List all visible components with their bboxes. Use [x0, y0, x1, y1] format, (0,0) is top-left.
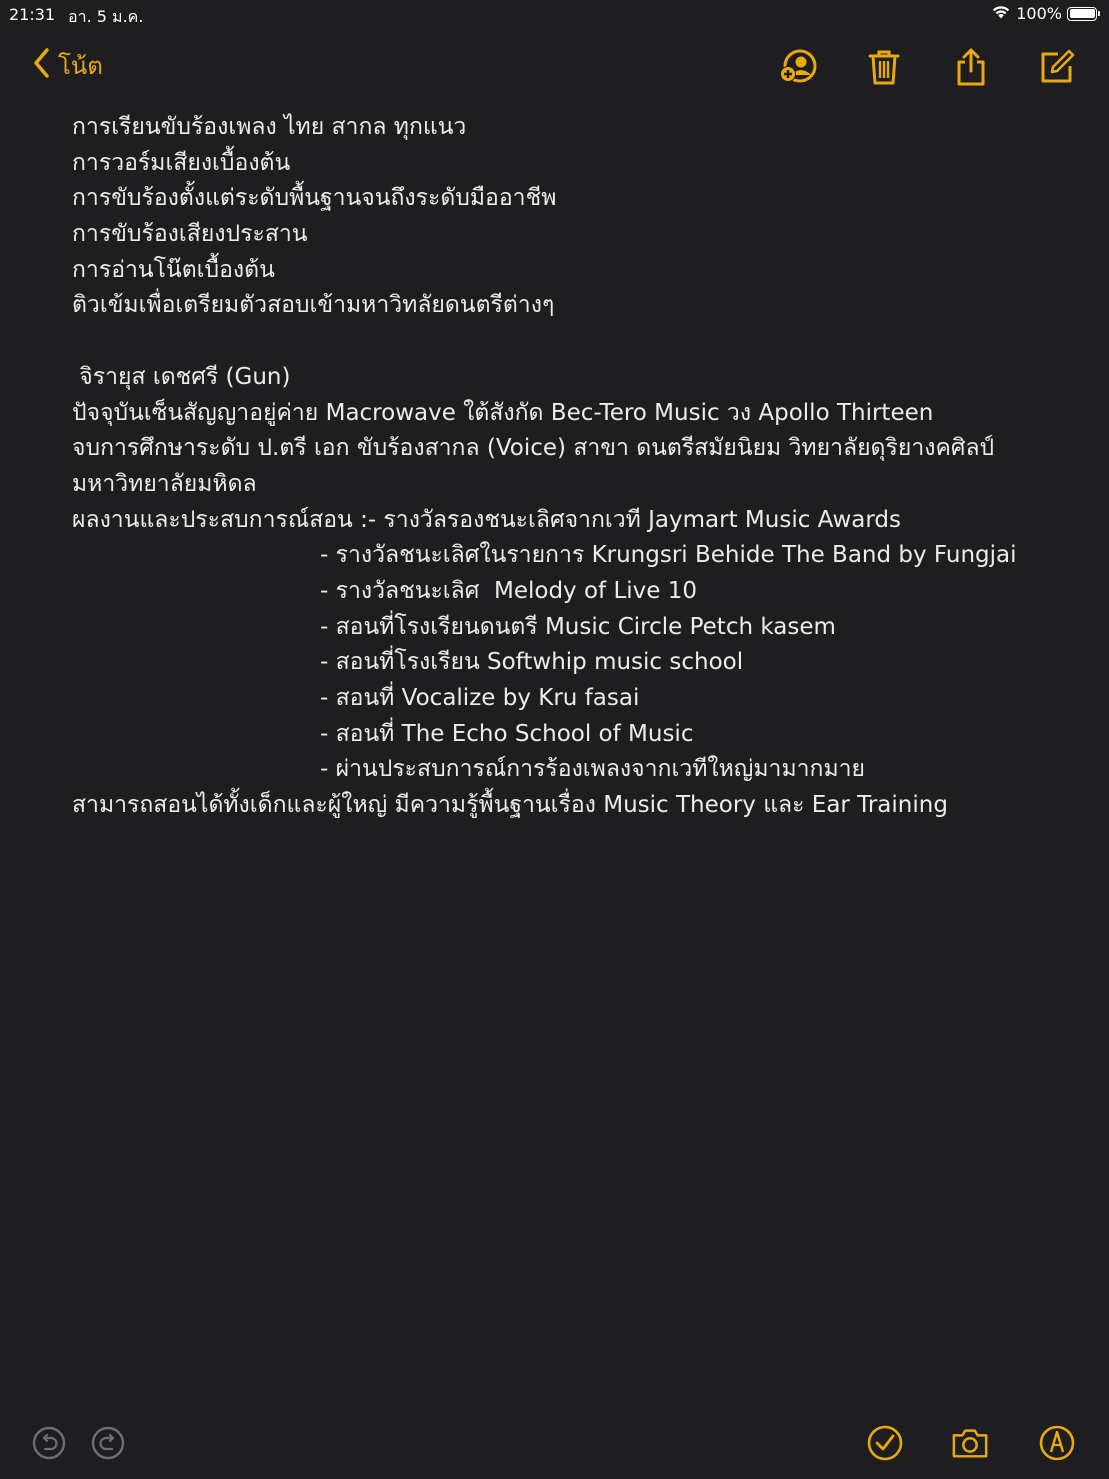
note-line: มหาวิทยาลัยมหิดล: [72, 470, 257, 497]
status-date: อา. 5 ม.ค.: [68, 7, 144, 26]
note-line: การวอร์มเสียงเบื้องต้น: [72, 149, 291, 176]
redo-icon[interactable]: [89, 1424, 127, 1462]
wifi-icon: [991, 4, 1011, 23]
compose-icon[interactable]: [1036, 46, 1078, 88]
note-list-item: - รางวัลชนะเลิศ Melody of Live 10: [320, 577, 697, 604]
note-line: การเรียนขับร้องเพลง ไทย สากล ทุกแนว: [72, 114, 467, 140]
note-body[interactable]: [72, 110, 1049, 824]
note-line: จิรายุส เดชศรี (Gun): [72, 363, 291, 390]
note-list-item: - รางวัลชนะเลิศในรายการ Krungsri Behide The Band by Fungjai: [320, 542, 1017, 569]
note-list-item: - สอนที่ Vocalize by Kru fasai: [320, 685, 640, 711]
note-list-item: - สอนที่โรงเรียน Softwhip music school: [320, 649, 744, 676]
checklist-icon[interactable]: [866, 1424, 904, 1462]
undo-icon[interactable]: [30, 1424, 68, 1462]
share-icon[interactable]: [950, 46, 992, 88]
status-bar: [0, 0, 1109, 30]
note-line: ติวเข้มเพื่อเตรียมตัวสอบเข้ามหาวิทลัยดนตรีต่างๆ: [72, 292, 555, 319]
note-line: การอ่านโน๊ตเบื้องต้น: [72, 256, 275, 283]
back-button[interactable]: [32, 46, 103, 85]
note-line: การขับร้องเสียงประสาน: [72, 221, 308, 248]
note-line-blank: [72, 324, 1049, 360]
note-line: สามารถสอนได้ทั้งเด็กและผู้ใหญ่ มีความรู้พื้นฐานเรื่อง Music Theory และ Ear Training: [72, 792, 948, 819]
note-list-item: - ผ่านประสบการณ์การร้องเพลงจากเวทีใหญ่มามากมาย: [320, 756, 866, 783]
battery-icon: [1067, 7, 1097, 21]
nav-bar: [0, 40, 1109, 90]
chevron-left-icon: [32, 47, 58, 85]
markup-icon[interactable]: [1038, 1424, 1076, 1462]
note-line: จบการศึกษาระดับ ป.ตรี เอก ขับร้องสากล (Voice) สาขา ดนตรีสมัยนิยม วิทยาลัยดุริยางคศิลป์: [72, 435, 995, 462]
note-line: ผลงานและประสบการณ์สอน :- รางวัลรองชนะเลิศจากเวที Jaymart Music Awards: [72, 506, 902, 533]
add-person-icon[interactable]: [777, 46, 819, 88]
status-time: 21:31: [9, 5, 56, 24]
trash-icon[interactable]: [863, 46, 905, 88]
note-line: ปัจจุบันเซ็นสัญญาอยู่ค่าย Macrowave ใต้สังกัด Bec-Tero Music วง Apollo Thirteen: [72, 399, 934, 426]
note-list-item: - สอนที่ The Echo School of Music: [320, 720, 694, 747]
camera-icon[interactable]: [951, 1424, 989, 1462]
note-list-item: - สอนที่โรงเรียนดนตรี Music Circle Petch kasem: [320, 613, 836, 640]
battery-percent: 100%: [1016, 4, 1062, 23]
status-right: [991, 4, 1097, 23]
note-line: การขับร้องตั้งแต่ระดับพื้นฐานจนถึงระดับมืออาชีพ: [72, 185, 557, 212]
back-label: โน้ต: [58, 52, 103, 80]
